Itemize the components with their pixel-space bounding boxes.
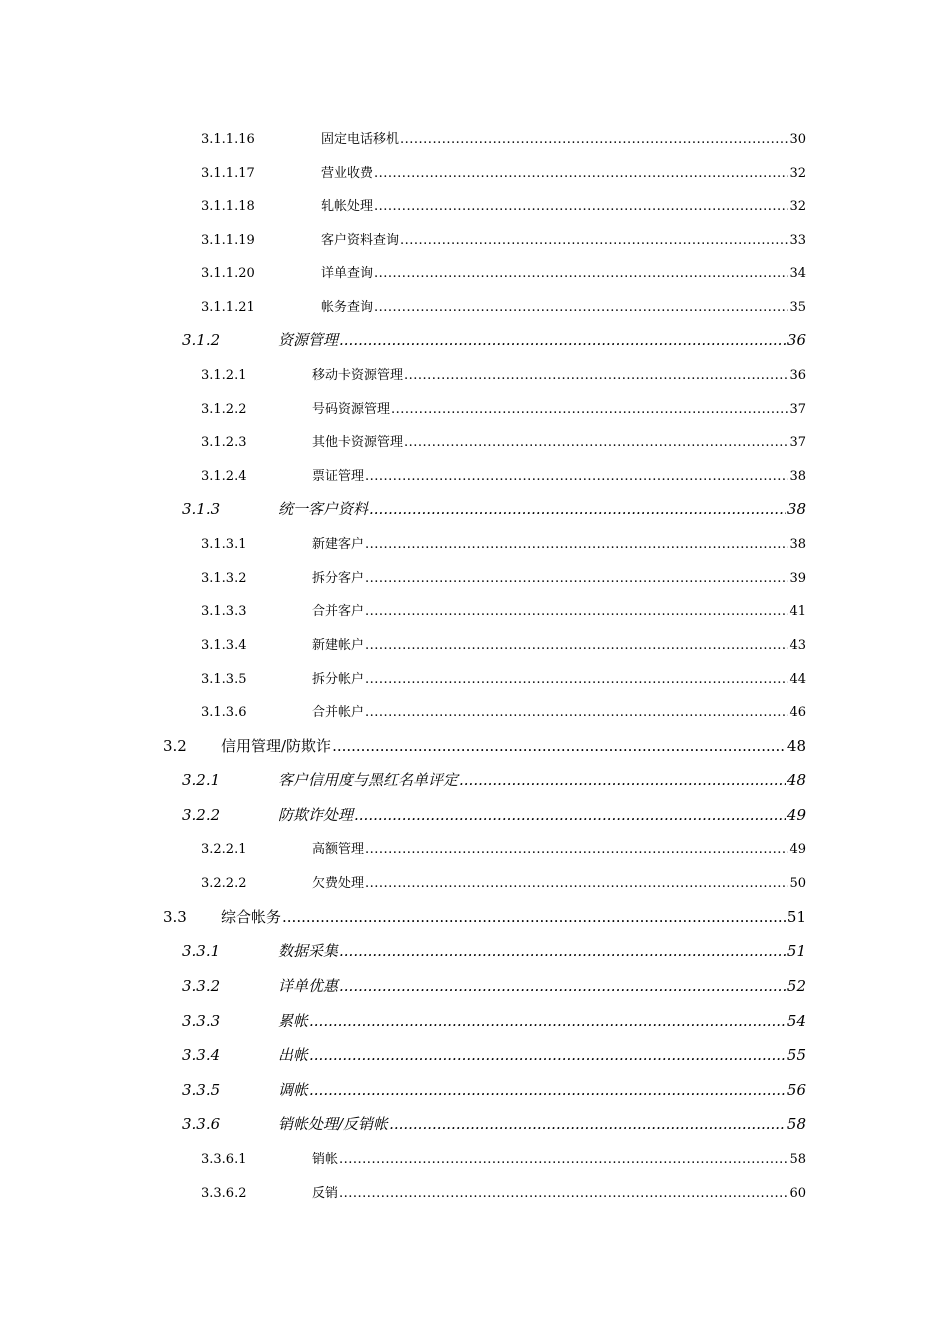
- dot-leader: [391, 402, 788, 417]
- toc-entry[interactable]: [201, 668, 806, 687]
- toc-title: 详单优惠: [278, 977, 339, 995]
- dot-leader: [365, 638, 788, 653]
- toc-number: 3.1.2.3: [201, 435, 247, 450]
- dot-leader: [374, 166, 788, 181]
- toc-page-number: 36: [789, 368, 806, 383]
- dot-leader: [282, 908, 786, 926]
- toc-page-number: 60: [789, 1186, 806, 1201]
- toc-entry[interactable]: [201, 1182, 806, 1201]
- dot-leader: [339, 977, 786, 995]
- toc-title: 合并帐户: [312, 705, 365, 720]
- dot-leader: [365, 537, 788, 552]
- toc-number: 3.3.6.2: [201, 1186, 247, 1201]
- toc-entry[interactable]: [201, 128, 806, 147]
- toc-number: 3.1.3.4: [201, 638, 247, 653]
- toc-entry[interactable]: [201, 634, 806, 653]
- dot-leader: [309, 1012, 786, 1030]
- dot-leader: [365, 571, 788, 586]
- toc-title: 帐务查询: [321, 300, 374, 315]
- toc-number: 3.1.3.3: [201, 604, 247, 619]
- dot-leader: [339, 331, 786, 349]
- toc-page-number: 52: [786, 977, 806, 995]
- dot-leader: [365, 705, 788, 720]
- toc-title: 其他卡资源管理: [312, 435, 404, 450]
- toc-entry[interactable]: [182, 940, 806, 961]
- toc-title: 累帐: [278, 1012, 309, 1030]
- dot-leader: [400, 233, 788, 248]
- toc-title: 详单查询: [321, 266, 374, 281]
- toc-page-number: 38: [789, 469, 806, 484]
- toc-title: 信用管理/防欺诈: [221, 737, 332, 755]
- toc-entry[interactable]: [182, 498, 806, 519]
- toc-entry[interactable]: [201, 162, 806, 181]
- toc-number: 3.3.3: [182, 1012, 221, 1030]
- toc-number: 3.3.4: [182, 1046, 221, 1064]
- dot-leader: [374, 300, 788, 315]
- toc-title: 新建帐户: [312, 638, 365, 653]
- toc-entry[interactable]: [182, 804, 806, 825]
- toc-title: 资源管理: [278, 331, 339, 349]
- toc-number: 3.1.3.1: [201, 537, 247, 552]
- toc-page-number: 38: [786, 500, 806, 518]
- dot-leader: [365, 604, 788, 619]
- toc-page-number: 58: [786, 1115, 806, 1133]
- toc-number: 3.1.1.19: [201, 233, 255, 248]
- toc-page-number: 54: [786, 1012, 806, 1030]
- toc-title: 出帐: [278, 1046, 309, 1064]
- toc-page-number: 48: [786, 771, 806, 789]
- dot-leader: [309, 1046, 786, 1064]
- toc-page-number: 32: [789, 199, 806, 214]
- toc-page-number: 33: [789, 233, 806, 248]
- toc-title: 客户资料查询: [321, 233, 400, 248]
- toc-title: 客户信用度与黑红名单评定: [278, 771, 459, 789]
- toc-number: 3.1.1.16: [201, 132, 255, 147]
- toc-entry[interactable]: [201, 229, 806, 248]
- toc-number: 3.1.2.1: [201, 368, 247, 383]
- toc-number: 3.3.5: [182, 1081, 221, 1099]
- toc-number: 3.1.1.18: [201, 199, 255, 214]
- toc-number: 3.2.2.1: [201, 842, 247, 857]
- toc-page-number: 38: [789, 537, 806, 552]
- toc-title: 营业收费: [321, 166, 374, 181]
- toc-title: 欠费处理: [312, 876, 365, 891]
- toc-page-number: 48: [786, 737, 806, 755]
- toc-title: 票证管理: [312, 469, 365, 484]
- toc-page-number: 41: [789, 604, 806, 619]
- dot-leader: [365, 469, 788, 484]
- toc-page-number: 37: [789, 402, 806, 417]
- toc-entry[interactable]: [201, 465, 806, 484]
- toc-entry[interactable]: [201, 600, 806, 619]
- dot-leader: [459, 771, 786, 789]
- toc-number: 3.3.6.1: [201, 1152, 247, 1167]
- toc-entry[interactable]: [182, 1113, 806, 1134]
- toc-title: 拆分帐户: [312, 672, 365, 687]
- toc-number: 3.1.2: [182, 331, 221, 349]
- toc-title: 轧帐处理: [321, 199, 374, 214]
- toc-title: 新建客户: [312, 537, 365, 552]
- toc-number: 3.1.3.5: [201, 672, 247, 687]
- toc-title: 合并客户: [312, 604, 365, 619]
- toc-title: 销帐处理/反销帐: [278, 1115, 389, 1133]
- toc-page-number: 58: [789, 1152, 806, 1167]
- toc-number: 3.1.1.20: [201, 266, 255, 281]
- toc-entry[interactable]: [182, 769, 806, 790]
- toc-number: 3.2.2.2: [201, 876, 247, 891]
- toc-title: 调帐: [278, 1081, 309, 1099]
- toc-page-number: 37: [789, 435, 806, 450]
- toc-page-number: 44: [789, 672, 806, 687]
- dot-leader: [354, 806, 786, 824]
- toc-title: 拆分客户: [312, 571, 365, 586]
- toc-number: 3.1.1.17: [201, 166, 255, 181]
- toc-page-number: 51: [786, 942, 806, 960]
- toc-page-number: 56: [786, 1081, 806, 1099]
- toc-page-number: 43: [789, 638, 806, 653]
- toc-number: 3.3: [163, 908, 187, 926]
- toc-title: 移动卡资源管理: [312, 368, 404, 383]
- toc-title: 销帐: [312, 1152, 339, 1167]
- dot-leader: [365, 842, 788, 857]
- toc-entry[interactable]: [201, 195, 806, 214]
- dot-leader: [339, 1186, 788, 1201]
- toc-entry[interactable]: [182, 1079, 806, 1100]
- toc-entry[interactable]: [201, 296, 806, 315]
- toc-entry[interactable]: [201, 838, 806, 857]
- toc-entry[interactable]: [182, 1044, 806, 1065]
- toc-page-number: 55: [786, 1046, 806, 1064]
- toc-number: 3.1.2.2: [201, 402, 247, 417]
- toc-number: 3.3.2: [182, 977, 221, 995]
- toc-number: 3.2: [163, 737, 187, 755]
- dot-leader: [332, 737, 786, 755]
- toc-entry[interactable]: [182, 329, 806, 350]
- toc-number: 3.1.3: [182, 500, 221, 518]
- toc-number: 3.3.6: [182, 1115, 221, 1133]
- toc-page-number: 46: [789, 705, 806, 720]
- toc-entry[interactable]: [201, 701, 806, 720]
- toc-entry[interactable]: [163, 906, 806, 927]
- dot-leader: [374, 199, 788, 214]
- toc-page-number: 36: [786, 331, 806, 349]
- dot-leader: [404, 368, 788, 383]
- dot-leader: [339, 1152, 788, 1167]
- toc-page-number: 35: [789, 300, 806, 315]
- toc-entry[interactable]: [201, 1148, 806, 1167]
- toc-entry[interactable]: [201, 364, 806, 383]
- dot-leader: [365, 876, 788, 891]
- toc-number: 3.2.2: [182, 806, 221, 824]
- toc-page-number: 49: [786, 806, 806, 824]
- dot-leader: [339, 942, 786, 960]
- toc-page-number: 51: [786, 908, 806, 926]
- toc-number: 3.1.2.4: [201, 469, 247, 484]
- toc-entry[interactable]: [201, 262, 806, 281]
- toc-page-number: 34: [789, 266, 806, 281]
- toc-entry[interactable]: [201, 533, 806, 552]
- toc-entry[interactable]: [201, 431, 806, 450]
- dot-leader: [404, 435, 788, 450]
- toc-entry[interactable]: [201, 567, 806, 586]
- toc-page-number: 49: [789, 842, 806, 857]
- toc-number: 3.1.3.2: [201, 571, 247, 586]
- toc-entry[interactable]: [201, 872, 806, 891]
- dot-leader: [389, 1115, 786, 1133]
- toc-page-number: 30: [789, 132, 806, 147]
- toc-page-number: 32: [789, 166, 806, 181]
- toc-page-number: 39: [789, 571, 806, 586]
- toc-page-number: 50: [789, 876, 806, 891]
- toc-title: 高额管理: [312, 842, 365, 857]
- toc-number: 3.1.1.21: [201, 300, 255, 315]
- toc-title: 数据采集: [278, 942, 339, 960]
- dot-leader: [374, 266, 788, 281]
- toc-number: 3.2.1: [182, 771, 221, 789]
- toc-entry[interactable]: [182, 975, 806, 996]
- toc-entry[interactable]: [201, 398, 806, 417]
- dot-leader: [400, 132, 788, 147]
- dot-leader: [309, 1081, 786, 1099]
- toc-number: 3.3.1: [182, 942, 221, 960]
- toc-entry[interactable]: [182, 1010, 806, 1031]
- toc-title: 统一客户资料: [278, 500, 369, 518]
- toc-entry[interactable]: [163, 735, 806, 756]
- toc-title: 固定电话移机: [321, 132, 400, 147]
- toc-title: 反销: [312, 1186, 339, 1201]
- toc-title: 防欺诈处理: [278, 806, 354, 824]
- dot-leader: [369, 500, 786, 518]
- toc-title: 综合帐务: [221, 908, 282, 926]
- toc-title: 号码资源管理: [312, 402, 391, 417]
- toc-number: 3.1.3.6: [201, 705, 247, 720]
- dot-leader: [365, 672, 788, 687]
